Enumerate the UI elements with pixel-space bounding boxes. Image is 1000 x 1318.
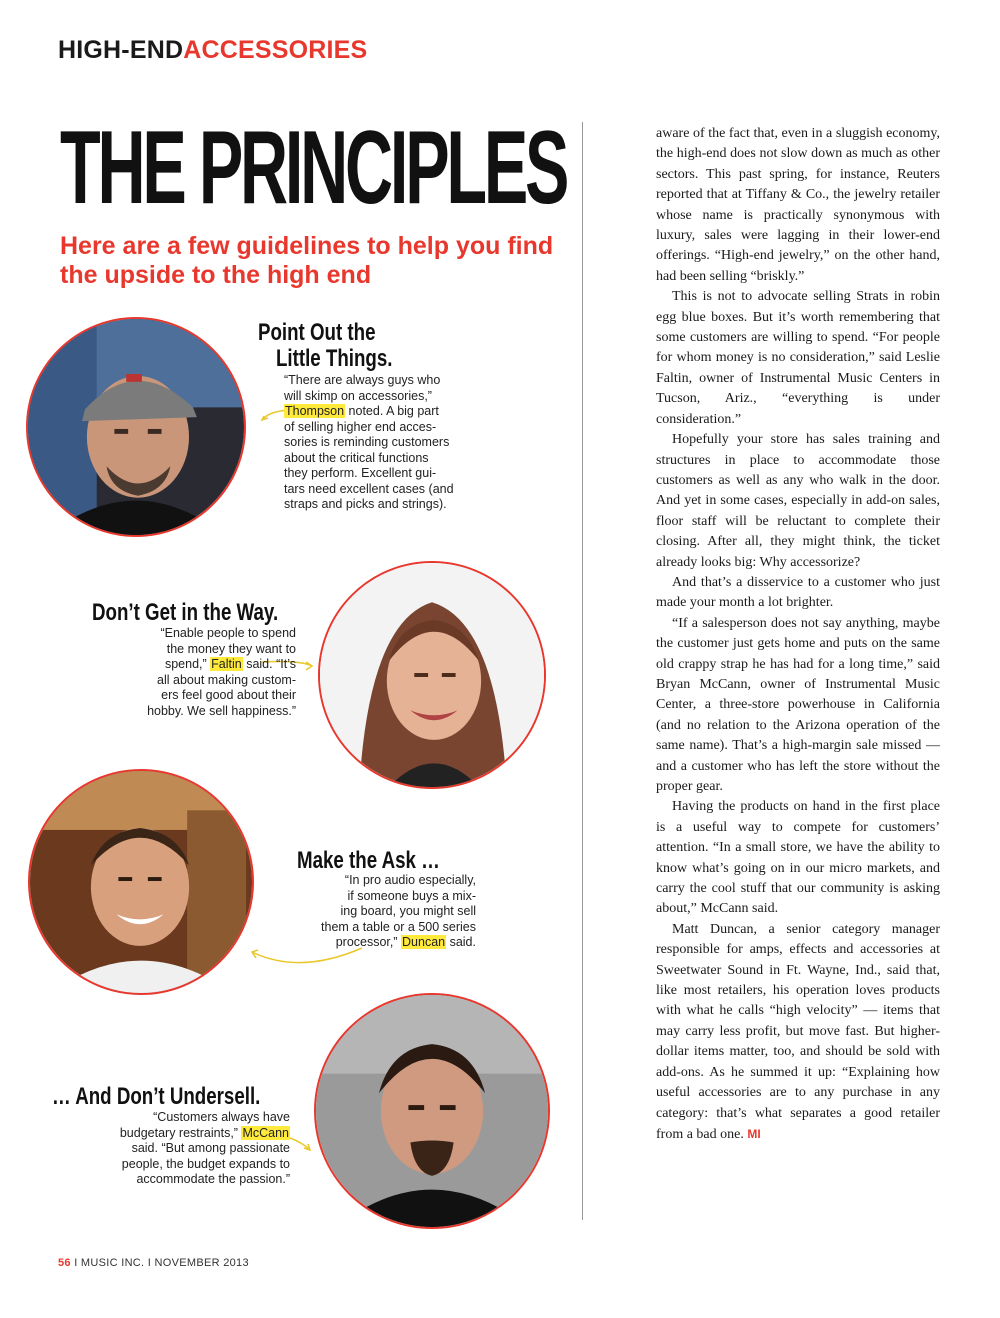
article-paragraph: Hopefully your store has sales training and structures in place to accommodate those customers as well as any who walk in the door. And yet in some cases, especially in add-on sales, floor staff will be reluctant to complete their closing. After all, they might think, the ticket already looks big: Why accessorize? xyxy=(656,432,940,570)
article-paragraph: And that’s a disservice to a customer who just made your month a lot brighter. xyxy=(656,574,940,611)
article-paragraph: Having the products on hand in the first place is a useful way to compete for customers’ attention. “In a small store, we have the ability to know what’s going on in our micro markets, and carry the cool stuff that our community is asking about,” McCann said. xyxy=(656,799,940,917)
column-divider xyxy=(582,122,583,1220)
highlight-faltin: Faltin xyxy=(211,657,242,671)
page-number: 56 xyxy=(58,1257,71,1269)
highlight-duncan: Duncan xyxy=(402,935,446,949)
tip-3-body: “In pro audio especially, if someone buys a mix- ing board, you might sell them a table or a 500 series processor,” Duncan said. xyxy=(321,873,476,949)
end-mark: MI xyxy=(747,1126,761,1141)
highlight-thompson: Thompson xyxy=(285,404,345,418)
tip-3-heading: Make the Ask … xyxy=(297,847,440,874)
tip-1-heading: Point Out the xyxy=(258,319,376,346)
tip-2-heading: Don’t Get in the Way. xyxy=(92,599,279,626)
article-paragraph: aware of the fact that, even in a sluggish economy, the high-end does not slow down as much as other sectors. This past spring, for instance, Reuters reported that at Tiffany & Co., the jewelry retailer whose name is practically synonymous with luxury, sales were lagging in their lower-end offerings. “High-end jewelry,” on the other hand, had been selling “briskly.” xyxy=(656,126,940,284)
photo-duncan xyxy=(28,769,254,995)
article-paragraph: This is not to advocate selling Strats in robin egg blue boxes. But it’s worth remembering that some customers are willing to spend. “For people for whom money is no consideration,” said Leslie Faltin, owner of Instrumental Music Centers in Tucson, Ariz., “everything is under consideration.” xyxy=(656,289,940,427)
tip-2-body: “Enable people to spend the money they want to spend,” Faltin said. “It’s all about making custom- ers feel good about their hobby. We sell happiness.” xyxy=(147,626,296,718)
article-column xyxy=(656,124,940,1145)
tip-4-body: “Customers always have budgetary restraints,” McCann said. “But among passionate people, the budget expands to accommodate the passion.” xyxy=(119,1110,290,1186)
photo-faltin xyxy=(318,561,546,789)
tip-1-heading-line2: Little Things. xyxy=(276,345,393,372)
photo-thompson xyxy=(26,317,246,537)
folio: 56 I MUSIC INC. I NOVEMBER 2013 xyxy=(58,1257,249,1269)
article-paragraph: “If a salesperson does not say anything, maybe the customer just gets home and puts on the same old crappy strap he has had for a long time,” said Bryan McCann, owner of Instrumental Music Center, a three-store powerhouse in California (and no relation to the Arizona operation of the same name). That’s a high-margin sale missed — and a customer who has left the store without the proper gear. xyxy=(656,615,940,794)
tip-4-heading: … And Don’t Undersell. xyxy=(52,1083,261,1110)
highlight-mccann: McCann xyxy=(242,1125,289,1140)
tip-1-body: “There are always guys who will skimp on accessories,” Thompson noted. A big part of selling higher end acces- sories is reminding customers about the critical functions they perform. Excellent gui- tars need excellent cases (and straps and picks and strings). xyxy=(284,373,454,511)
deck: Here are a few guidelines to help you find the upside to the high end xyxy=(60,232,554,289)
article-paragraph-last: Matt Duncan, a senior category manager responsible for amps, effects and accessories at Sweetwater Sound in Ft. Wayne, Ind., said that, like most retailers, his operation loves products with what he calls “high velocity” — items that may carry less profit, but move fast. But higher-dollar items matter, too, and should be sold with add-ons. As he summed it up: “Explaining how useful accessories are to any purchase in any category: that’s what separates a good retailer from a bad one. MI xyxy=(656,921,940,1142)
page-title: THE PRINCIPLES xyxy=(60,110,567,226)
section-label: HIGH-ENDACCESSORIES xyxy=(58,36,368,64)
photo-mccann xyxy=(314,993,550,1229)
